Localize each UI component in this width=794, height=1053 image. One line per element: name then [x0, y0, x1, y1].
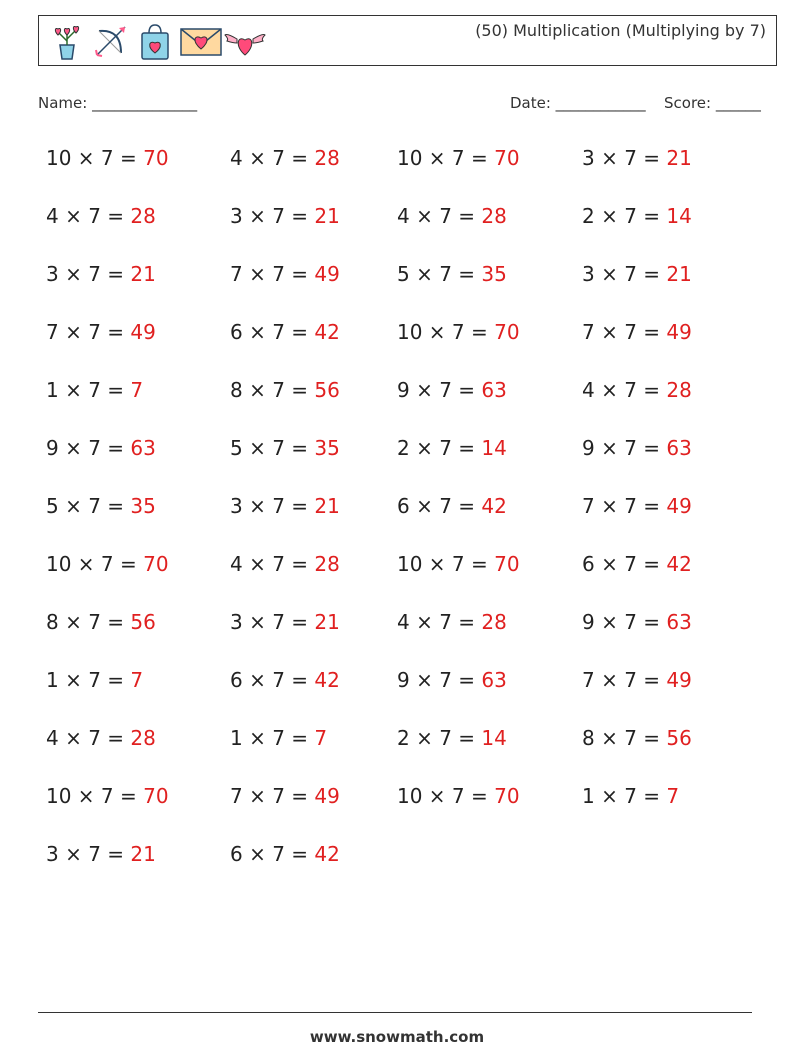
problem-answer: 70	[143, 552, 169, 576]
problem-answer: 21	[666, 262, 692, 286]
problem-question: 9 × 7 =	[46, 436, 131, 460]
problem-question: 3 × 7 =	[582, 262, 667, 286]
date-field: Date: ____________	[510, 94, 646, 112]
problem-answer: 49	[314, 784, 340, 808]
problem-answer: 56	[130, 610, 156, 634]
problem-answer: 14	[666, 204, 692, 228]
problem-item	[397, 320, 520, 344]
problem-item	[46, 668, 143, 692]
problem-item	[397, 436, 507, 460]
problem-answer: 28	[130, 726, 156, 750]
problem-answer: 35	[314, 436, 340, 460]
problem-row	[46, 494, 786, 552]
problem-row	[46, 668, 786, 726]
problem-item	[230, 320, 340, 344]
problem-item	[46, 204, 156, 228]
heart-flower-pot-icon	[47, 21, 87, 61]
problem-answer: 70	[494, 552, 520, 576]
problem-question: 10 × 7 =	[397, 552, 495, 576]
problem-question: 1 × 7 =	[230, 726, 315, 750]
problem-item	[46, 610, 156, 634]
problem-item	[230, 204, 340, 228]
problem-question: 7 × 7 =	[230, 262, 315, 286]
problem-item	[46, 146, 169, 170]
problem-question: 10 × 7 =	[46, 784, 144, 808]
problem-question: 10 × 7 =	[397, 784, 495, 808]
problem-answer: 70	[494, 146, 520, 170]
problem-answer: 49	[130, 320, 156, 344]
problem-question: 7 × 7 =	[230, 784, 315, 808]
footer-divider	[38, 1012, 752, 1013]
problem-item	[582, 146, 692, 170]
problem-answer: 7	[314, 726, 328, 750]
problem-question: 1 × 7 =	[46, 378, 131, 402]
problem-question: 7 × 7 =	[582, 320, 667, 344]
problem-item	[230, 262, 340, 286]
problem-question: 4 × 7 =	[397, 204, 482, 228]
problem-answer: 70	[143, 146, 169, 170]
problem-row	[46, 204, 786, 262]
problem-item	[397, 204, 507, 228]
problem-row	[46, 378, 786, 436]
problem-item	[582, 552, 692, 576]
problem-item	[46, 784, 169, 808]
problem-question: 6 × 7 =	[230, 668, 315, 692]
problem-answer: 63	[666, 610, 692, 634]
problem-item	[582, 436, 692, 460]
problem-question: 6 × 7 =	[230, 842, 315, 866]
problem-row	[46, 436, 786, 494]
problem-answer: 35	[481, 262, 507, 286]
problem-question: 10 × 7 =	[46, 552, 144, 576]
problem-answer: 49	[666, 494, 692, 518]
problem-row	[46, 262, 786, 320]
problem-item	[582, 204, 692, 228]
problem-item	[46, 842, 156, 866]
problem-question: 10 × 7 =	[46, 146, 144, 170]
problem-answer: 63	[481, 668, 507, 692]
problem-answer: 70	[494, 320, 520, 344]
problem-answer: 63	[481, 378, 507, 402]
worksheet-title: (50) Multiplication (Multiplying by 7)	[475, 21, 766, 40]
winged-heart-icon	[223, 21, 263, 61]
problem-question: 6 × 7 =	[230, 320, 315, 344]
problem-question: 4 × 7 =	[397, 610, 482, 634]
problem-item	[46, 262, 156, 286]
problem-answer: 42	[666, 552, 692, 576]
problem-answer: 21	[666, 146, 692, 170]
problem-question: 8 × 7 =	[230, 378, 315, 402]
problem-item	[230, 146, 340, 170]
problem-item	[582, 378, 692, 402]
problem-row	[46, 552, 786, 610]
problem-question: 9 × 7 =	[397, 378, 482, 402]
problem-answer: 14	[481, 436, 507, 460]
problem-answer: 35	[130, 494, 156, 518]
problem-question: 3 × 7 =	[230, 610, 315, 634]
problem-question: 4 × 7 =	[46, 726, 131, 750]
problem-answer: 7	[130, 378, 144, 402]
problem-row	[46, 784, 786, 842]
problem-row	[46, 320, 786, 378]
problem-question: 6 × 7 =	[397, 494, 482, 518]
problem-question: 10 × 7 =	[397, 146, 495, 170]
problem-question: 10 × 7 =	[397, 320, 495, 344]
problem-item	[46, 494, 156, 518]
problem-answer: 42	[314, 842, 340, 866]
problem-question: 3 × 7 =	[46, 842, 131, 866]
problem-question: 2 × 7 =	[397, 436, 482, 460]
problem-item	[230, 784, 340, 808]
problem-answer: 63	[666, 436, 692, 460]
problem-question: 8 × 7 =	[46, 610, 131, 634]
problem-item	[582, 494, 692, 518]
problem-answer: 70	[143, 784, 169, 808]
problem-item	[46, 320, 156, 344]
problem-answer: 28	[666, 378, 692, 402]
header-icons	[47, 20, 263, 62]
problem-item	[230, 726, 327, 750]
problem-grid	[46, 146, 786, 900]
problem-answer: 21	[314, 204, 340, 228]
problem-question: 6 × 7 =	[582, 552, 667, 576]
problem-item	[397, 726, 507, 750]
problem-answer: 21	[130, 842, 156, 866]
problem-question: 7 × 7 =	[582, 494, 667, 518]
footer-url: www.snowmath.com	[309, 1028, 485, 1046]
problem-item	[397, 668, 507, 692]
problem-item	[230, 552, 340, 576]
problem-question: 3 × 7 =	[582, 146, 667, 170]
problem-question: 8 × 7 =	[582, 726, 667, 750]
problem-answer: 42	[314, 320, 340, 344]
problem-row	[46, 610, 786, 668]
problem-answer: 21	[314, 494, 340, 518]
bow-and-arrow-icon	[91, 21, 131, 61]
problem-item	[46, 436, 156, 460]
problem-answer: 49	[666, 668, 692, 692]
problem-question: 3 × 7 =	[230, 204, 315, 228]
problem-item	[230, 494, 340, 518]
problem-item	[397, 784, 520, 808]
problem-item	[230, 378, 340, 402]
problem-item	[582, 668, 692, 692]
problem-answer: 14	[481, 726, 507, 750]
problem-question: 2 × 7 =	[582, 204, 667, 228]
problem-question: 4 × 7 =	[46, 204, 131, 228]
problem-item	[397, 610, 507, 634]
problem-answer: 7	[666, 784, 680, 808]
problem-item	[46, 552, 169, 576]
problem-question: 4 × 7 =	[582, 378, 667, 402]
problem-question: 9 × 7 =	[582, 610, 667, 634]
problem-question: 4 × 7 =	[230, 552, 315, 576]
problem-row	[46, 842, 786, 900]
problem-question: 7 × 7 =	[582, 668, 667, 692]
problem-item	[397, 378, 507, 402]
love-letter-icon	[179, 21, 219, 61]
problem-row	[46, 146, 786, 204]
problem-answer: 42	[314, 668, 340, 692]
problem-item	[397, 494, 507, 518]
problem-item	[230, 668, 340, 692]
problem-question: 9 × 7 =	[582, 436, 667, 460]
problem-item	[397, 262, 507, 286]
problem-answer: 21	[130, 262, 156, 286]
problem-question: 3 × 7 =	[230, 494, 315, 518]
problem-answer: 28	[314, 146, 340, 170]
problem-answer: 56	[666, 726, 692, 750]
problem-item	[582, 610, 692, 634]
problem-answer: 28	[481, 610, 507, 634]
problem-question: 2 × 7 =	[397, 726, 482, 750]
problem-item	[46, 378, 143, 402]
problem-answer: 49	[314, 262, 340, 286]
problem-answer: 21	[314, 610, 340, 634]
problem-item	[582, 726, 692, 750]
problem-answer: 7	[130, 668, 144, 692]
problem-row	[46, 726, 786, 784]
problem-item	[582, 262, 692, 286]
name-field: Name: ______________	[38, 94, 198, 112]
problem-answer: 56	[314, 378, 340, 402]
problem-answer: 49	[666, 320, 692, 344]
problem-item	[46, 726, 156, 750]
problem-question: 9 × 7 =	[397, 668, 482, 692]
problem-answer: 28	[130, 204, 156, 228]
problem-answer: 42	[481, 494, 507, 518]
problem-question: 4 × 7 =	[230, 146, 315, 170]
problem-item	[397, 146, 520, 170]
problem-item	[582, 320, 692, 344]
problem-question: 5 × 7 =	[46, 494, 131, 518]
problem-question: 1 × 7 =	[582, 784, 667, 808]
score-field: Score: ______	[664, 94, 761, 112]
problem-question: 5 × 7 =	[397, 262, 482, 286]
problem-question: 3 × 7 =	[46, 262, 131, 286]
problem-answer: 63	[130, 436, 156, 460]
problem-question: 7 × 7 =	[46, 320, 131, 344]
problem-item	[397, 552, 520, 576]
problem-question: 5 × 7 =	[230, 436, 315, 460]
problem-item	[230, 842, 340, 866]
problem-answer: 70	[494, 784, 520, 808]
problem-item	[582, 784, 679, 808]
problem-item	[230, 436, 340, 460]
heart-shopping-bag-icon	[135, 21, 175, 61]
problem-item	[230, 610, 340, 634]
problem-answer: 28	[314, 552, 340, 576]
problem-question: 1 × 7 =	[46, 668, 131, 692]
worksheet-header	[38, 15, 777, 66]
problem-answer: 28	[481, 204, 507, 228]
